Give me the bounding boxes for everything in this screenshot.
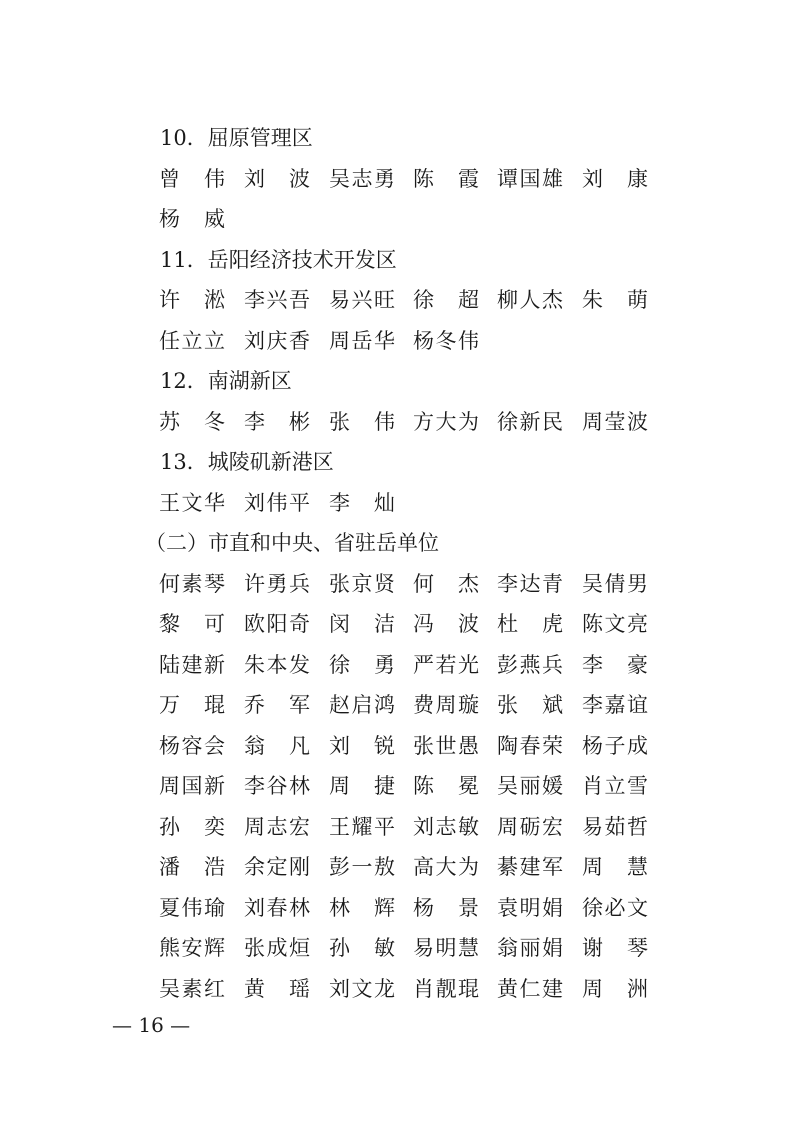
person-name: 徐必文 bbox=[582, 896, 648, 920]
name-row bbox=[0, 933, 793, 963]
person-name: 谭国雄 bbox=[497, 167, 563, 191]
name-row bbox=[0, 407, 793, 437]
person-name: 李 灿 bbox=[329, 491, 395, 515]
heading-text: 12．南湖新区 bbox=[160, 369, 292, 393]
person-name: 彭一敖 bbox=[329, 855, 395, 879]
person-name: 张成烜 bbox=[244, 936, 310, 960]
person-name: 冯 波 bbox=[413, 612, 479, 636]
person-name: 夏伟瑜 bbox=[159, 896, 225, 920]
person-name: 袁明娟 bbox=[497, 896, 563, 920]
person-name: 杨容会 bbox=[159, 734, 225, 758]
person-name: 陈 冕 bbox=[413, 774, 479, 798]
person-name: 周 慧 bbox=[582, 855, 648, 879]
person-name: 欧阳奇 bbox=[244, 612, 310, 636]
person-name: 杨冬伟 bbox=[413, 329, 479, 353]
name-row bbox=[0, 893, 793, 923]
name-row bbox=[0, 690, 793, 720]
person-name: 曾 伟 bbox=[159, 167, 225, 191]
person-name: 刘春林 bbox=[244, 896, 310, 920]
person-name: 高大为 bbox=[413, 855, 479, 879]
name-row bbox=[0, 852, 793, 882]
section-heading-econ-dev bbox=[0, 245, 793, 275]
person-name: 闵 洁 bbox=[329, 612, 395, 636]
person-name: 彭燕兵 bbox=[497, 653, 563, 677]
person-name: 赵启鸿 bbox=[329, 693, 395, 717]
person-name: 徐新民 bbox=[497, 410, 563, 434]
person-name: 刘 锐 bbox=[329, 734, 395, 758]
person-name: 周 洲 bbox=[582, 977, 648, 1001]
name-row bbox=[0, 609, 793, 639]
person-name: 杨子成 bbox=[582, 734, 648, 758]
person-name: 黎 可 bbox=[159, 612, 225, 636]
person-name: 许 淞 bbox=[159, 288, 225, 312]
person-name: 方大为 bbox=[413, 410, 479, 434]
person-name: 严若光 bbox=[413, 653, 479, 677]
person-name: 肖立雪 bbox=[582, 774, 648, 798]
person-name: 周莹波 bbox=[582, 410, 648, 434]
person-name: 张 伟 bbox=[329, 410, 395, 434]
name-row bbox=[0, 974, 793, 1004]
heading-text: 13．城陵矶新港区 bbox=[160, 450, 334, 474]
person-name: 柳人杰 bbox=[497, 288, 563, 312]
person-name: 杜 虎 bbox=[497, 612, 563, 636]
person-name: 朱本发 bbox=[244, 653, 310, 677]
heading-text: 11．岳阳经济技术开发区 bbox=[160, 248, 397, 272]
person-name: 陆建新 bbox=[159, 653, 225, 677]
person-name: 吴倩男 bbox=[582, 572, 648, 596]
name-row bbox=[0, 204, 793, 234]
name-row bbox=[0, 731, 793, 761]
name-row bbox=[0, 650, 793, 680]
person-name: 张世愚 bbox=[413, 734, 479, 758]
person-name: 翁 凡 bbox=[244, 734, 310, 758]
person-name: 刘文龙 bbox=[329, 977, 395, 1001]
name-row bbox=[0, 812, 793, 842]
person-name: 易兴旺 bbox=[329, 288, 395, 312]
person-name: 周志宏 bbox=[244, 815, 310, 839]
person-name: 李 彬 bbox=[244, 410, 310, 434]
person-name: 何素琴 bbox=[159, 572, 225, 596]
person-name: 杨 景 bbox=[413, 896, 479, 920]
person-name: 吴素红 bbox=[159, 977, 225, 1001]
person-name: 吴志勇 bbox=[329, 167, 395, 191]
person-name: 徐 勇 bbox=[329, 653, 395, 677]
person-name: 綦建军 bbox=[497, 855, 563, 879]
heading-text: （二）市直和中央、省驻岳单位 bbox=[145, 531, 439, 555]
person-name: 张京贤 bbox=[329, 572, 395, 596]
name-row bbox=[0, 569, 793, 599]
person-name: 吴丽媛 bbox=[497, 774, 563, 798]
person-name: 任立立 bbox=[159, 329, 225, 353]
person-name: 刘 康 bbox=[582, 167, 648, 191]
person-name: 周岳华 bbox=[329, 329, 395, 353]
section-heading-qu-yuan bbox=[0, 123, 793, 153]
person-name: 易茹哲 bbox=[582, 815, 648, 839]
person-name: 余定刚 bbox=[244, 855, 310, 879]
person-name: 翁丽娟 bbox=[497, 936, 563, 960]
page-number: — 16 — bbox=[112, 1013, 191, 1037]
heading-text: 10．屈原管理区 bbox=[160, 126, 313, 150]
person-name: 陶春荣 bbox=[497, 734, 563, 758]
person-name: 万 琨 bbox=[159, 693, 225, 717]
person-name: 孙 奕 bbox=[159, 815, 225, 839]
person-name: 周国新 bbox=[159, 774, 225, 798]
person-name: 许勇兵 bbox=[244, 572, 310, 596]
person-name: 黄 瑶 bbox=[244, 977, 310, 1001]
person-name: 乔 军 bbox=[244, 693, 310, 717]
person-name: 黄仁建 bbox=[497, 977, 563, 1001]
person-name: 王文华 bbox=[159, 491, 225, 515]
person-name: 李嘉谊 bbox=[582, 693, 648, 717]
person-name: 易明慧 bbox=[413, 936, 479, 960]
person-name: 李兴吾 bbox=[244, 288, 310, 312]
person-name: 李谷林 bbox=[244, 774, 310, 798]
person-name: 杨 威 bbox=[159, 207, 225, 231]
name-row bbox=[0, 326, 793, 356]
person-name: 潘 浩 bbox=[159, 855, 225, 879]
person-name: 朱 萌 bbox=[582, 288, 648, 312]
person-name: 刘庆香 bbox=[244, 329, 310, 353]
person-name: 林 辉 bbox=[329, 896, 395, 920]
person-name: 周砺宏 bbox=[497, 815, 563, 839]
person-name: 徐 超 bbox=[413, 288, 479, 312]
person-name: 陈文亮 bbox=[582, 612, 648, 636]
name-row bbox=[0, 771, 793, 801]
section-heading-chenglingji bbox=[0, 447, 793, 477]
person-name: 王耀平 bbox=[329, 815, 395, 839]
section-heading-nanhu bbox=[0, 366, 793, 396]
section-heading-city-units bbox=[0, 528, 793, 558]
person-name: 肖靓琨 bbox=[413, 977, 479, 1001]
person-name: 陈 霞 bbox=[413, 167, 479, 191]
person-name: 李 豪 bbox=[582, 653, 648, 677]
person-name: 周 捷 bbox=[329, 774, 395, 798]
person-name: 苏 冬 bbox=[159, 410, 225, 434]
person-name: 刘志敏 bbox=[413, 815, 479, 839]
person-name: 何 杰 bbox=[413, 572, 479, 596]
person-name: 李达青 bbox=[497, 572, 563, 596]
name-row bbox=[0, 164, 793, 194]
name-row bbox=[0, 488, 793, 518]
person-name: 熊安辉 bbox=[159, 936, 225, 960]
person-name: 谢 琴 bbox=[582, 936, 648, 960]
person-name: 孙 敏 bbox=[329, 936, 395, 960]
name-row bbox=[0, 285, 793, 315]
person-name: 费周璇 bbox=[413, 693, 479, 717]
person-name: 刘 波 bbox=[244, 167, 310, 191]
person-name: 刘伟平 bbox=[244, 491, 310, 515]
person-name: 张 斌 bbox=[497, 693, 563, 717]
